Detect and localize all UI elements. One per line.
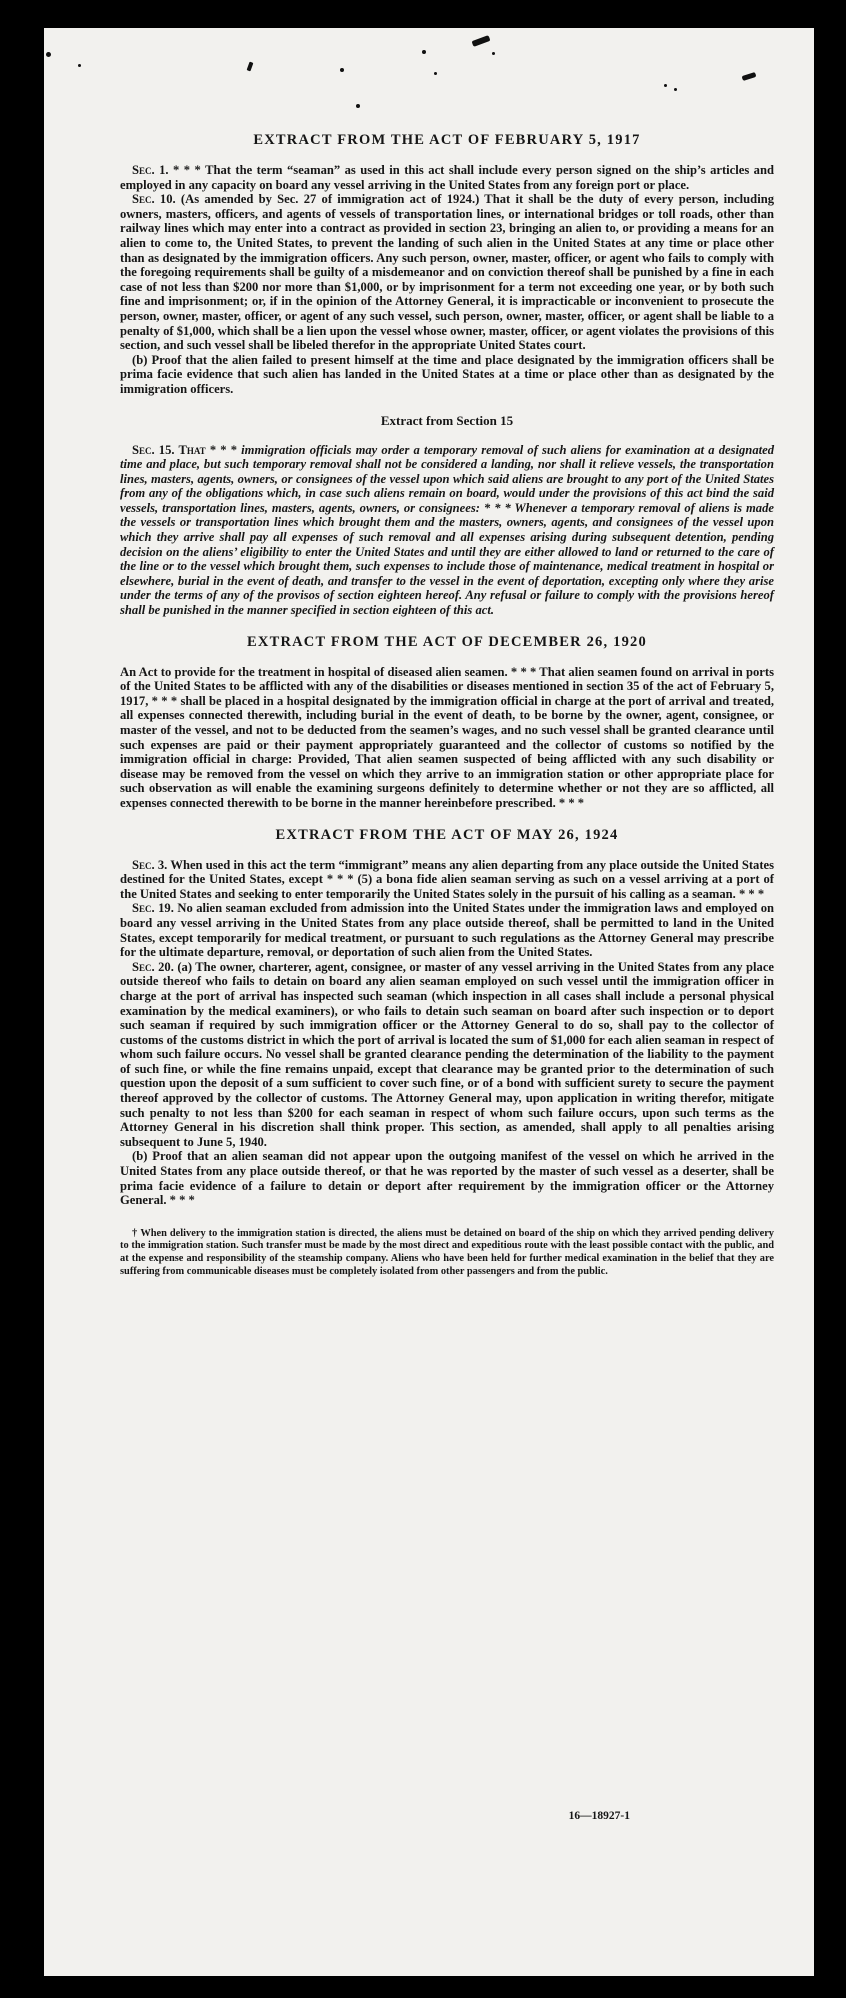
paragraph-text: (As amended by Sec. 27 of immigration act of 1924.) That it shall be the duty of every person, including owners, masters, officers, and agents of vessels of transportation lines, or international bridges or toll roads, other than railway lines which may enter into a contract as provided in section 23, bringing an alien to, or providing a means for an alien to come to, the United States, to prevent the landing of such alien in the United States at any time or place other than as designated by the immigration officers. Any such person, owner, master, officer, or agent who fails to comply with the foregoing requirements shall be guilty of a misdemeanor and on conviction thereof shall be punished by a fine in each case of not less than $200 nor more than $1,000, or by imprisonment for a term not exceeding one year, or by both such fine and imprisonment; or, if in the opinion of the Attorney General, it is impracticable or inconvenient to prosecute the person, owner, master, officer, or agent of any such vessel, such person, owner, master, officer, or agent shall be liable to a penalty of $1,000, which shall be a lien upon the vessel whose owner, master, officer, or agent violates the provisions of this section, and such vessel shall be libeled therefor in the appropriate United States court. — [120, 192, 774, 353]
paragraph — [120, 901, 774, 959]
paragraph — [120, 665, 774, 811]
section-lead: Sec. 19. — [132, 901, 174, 916]
section-extract-15 — [120, 413, 774, 618]
section-lead: Sec. 20. — [132, 959, 174, 974]
sheet-number: 16—18927-1 — [568, 1810, 630, 1822]
section-act-1924 — [120, 827, 774, 1208]
section-lead: Sec. 1. — [132, 163, 169, 177]
subsection-heading: Extract from Section 15 — [380, 412, 514, 428]
paragraph-text: When used in this act the term “immigrant” means any alien departing from any place outside the United States destined for the United States, except * * * (5) a bona fide alien seaman serving as such on a vessel arriving at a port of the United States and seeking to enter temporarily the United States solely in the pursuit of his calling as a seaman. * * * — [120, 857, 775, 901]
section-heading: EXTRACT FROM THE ACT OF DECEMBER 26, 1920 — [247, 633, 647, 650]
paragraph-text: * * * That the term “seaman” as used in this act shall include every person signed on the ship’s articles and employed in any capacity on board any vessel arriving in the United States from any foreign port or place. — [120, 163, 774, 192]
paragraph — [120, 858, 774, 902]
paragraph — [120, 163, 774, 192]
document-page — [44, 28, 814, 1976]
paragraph-text: No alien seaman excluded from admission into the United States under the immigration laws and employed on board any vessel arriving in the United States from any place outside thereof, shall be permitted to land in the United States, except temporarily for medical treatment, or pursuant to such regulations as the Attorney General may prescribe for the ultimate departure, removal, or deportation of such alien from the United States. — [120, 901, 774, 960]
section-heading: EXTRACT FROM THE ACT OF FEBRUARY 5, 1917 — [253, 132, 641, 148]
paragraph-text: (b) Proof that the alien failed to present himself at the time and place designated by the immigration officers shall be prima facie evidence that such alien has landed in the United States at a time or place other than as designated by the immigration officers. — [120, 352, 774, 396]
paragraph-text: (a) The owner, charterer, agent, consignee, or master of any vessel arriving in the United States from any place outside thereof who fails to detain on board any alien seaman employed on such vessel until the immigration officer in charge at the port of arrival has inspected such seaman (which inspection in all cases shall include a personal physical examination by the medical examiners), or who fails to detain such seaman on board after such inspection or to deport such seaman if required by such immigration officer or the Attorney General to do so, shall pay to the collector of customs of the customs district in which the port of arrival is located the sum of $1,000 for each alien seaman in respect of whom such failure occurs. No vessel shall be granted clearance pending the determination of the liability to the payment of such fine, or while the fine remains unpaid, except that clearance may be granted prior to the determination of such question upon the deposit of a sum sufficient to cover such fine, or of a bond with sufficient surety to secure the payment thereof approved by the collector of customs. The Attorney General may, upon application in writing therefor, mitigate such penalty to not less than $200 for each seaman in respect of whom such failure occurs, upon such terms as the Attorney General in his discretion shall think proper. This section, as amended, shall apply to all penalties arising subsequent to June 5, 1940. — [120, 959, 774, 1149]
section-lead: Sec. 15. That * * * — [132, 442, 238, 457]
paragraph — [120, 443, 774, 618]
section-heading: EXTRACT FROM THE ACT OF MAY 26, 1924 — [275, 826, 619, 843]
paragraph-text: immigration officials may order a temporary removal of such aliens for examination at a designated time and place, but such temporary removal shall not be considered a landing, nor shall it relieve vessels, the transportation lines, masters, agents, owners, or consignees of the vessel upon which said aliens are brought to any port of the United States from any of the obligations which, in case such aliens remain on board, would under the provisions of this act bind the said vessels, transportation lines, masters, agents, owners, or consignees: * * * Whenever a temporary removal of aliens is made the vessels or transportation lines which brought them and the masters, owners, agents, and consignees of the vessel upon which they arrive shall pay all expenses of such removal and all expenses arising during subsequent detention, pending decision on the aliens’ eligibility to enter the United States and until they are either allowed to land or returned to the care of the line or to the vessel which brought them, such expenses to include those of maintenance, medical treatment in hospital or elsewhere, burial in the event of death, and transfer to the vessel in the event of deportation, excepting only where they arise under the terms of any of the provisos of section eighteen hereof. Any refusal or failure to comply with the provisions hereof shall be punished in the manner specified in section eighteen of this act. — [120, 442, 774, 618]
paragraph — [120, 353, 774, 397]
paragraph — [120, 192, 774, 353]
paragraph-text: (b) Proof that an alien seaman did not appear upon the outgoing manifest of the vessel on which he arrived in the United States from any place outside thereof, or that he was reported by the master of such vessel as a deserter, shall be prima facie evidence of a failure to detain or deport after requirement by the immigration officer or the Attorney General. * * * — [120, 1149, 774, 1208]
footnote: † When delivery to the immigration station is directed, the aliens must be detained on board of the ship on which they arrived pending delivery to the immigration station. Such transfer must be made by the most direct and expeditious route with the least possible contact with the public, and at the expense and responsibility of the steamship company. Aliens who have been held for further medical examination in the belief that they are suffering from communicable diseases must be completely isolated from other passengers and from the public. — [120, 1227, 774, 1277]
section-lead: Sec. 3. — [132, 857, 168, 872]
paragraph — [120, 1149, 774, 1207]
section-act-1917 — [120, 132, 774, 397]
paragraph-text: An Act to provide for the treatment in hospital of diseased alien seamen. * * * That alien seamen found on arrival in ports of the United States to be afflicted with any of the disabilities or diseases mentioned in section 35 of the act of February 5, 1917, * * * shall be placed in a hospital designated by the immigration official in charge at the port of arrival and treated, all expenses connected therewith, including burial in the event of death, to be borne by the owner, agent, consignee, or master of the vessel, and not to be deducted from the seamen’s wages, and no such vessel shall be granted clearance until such expenses are paid or their payment appropriately guaranteed and the collector of customs so notified by the immigration official in charge: Provided, That alien seamen suspected of being afflicted with any such disability or disease may be removed from the vessel on which they arrive to an immigration station or other appropriate place for such observation as will enable the examining surgeons definitely to determine whether or not they are so afflicted, all expenses connected therewith to be borne in the manner hereinbefore prescribed. * * * — [120, 664, 774, 810]
paragraph — [120, 960, 774, 1150]
section-act-1920 — [120, 634, 774, 811]
section-lead: Sec. 10. — [132, 192, 176, 207]
